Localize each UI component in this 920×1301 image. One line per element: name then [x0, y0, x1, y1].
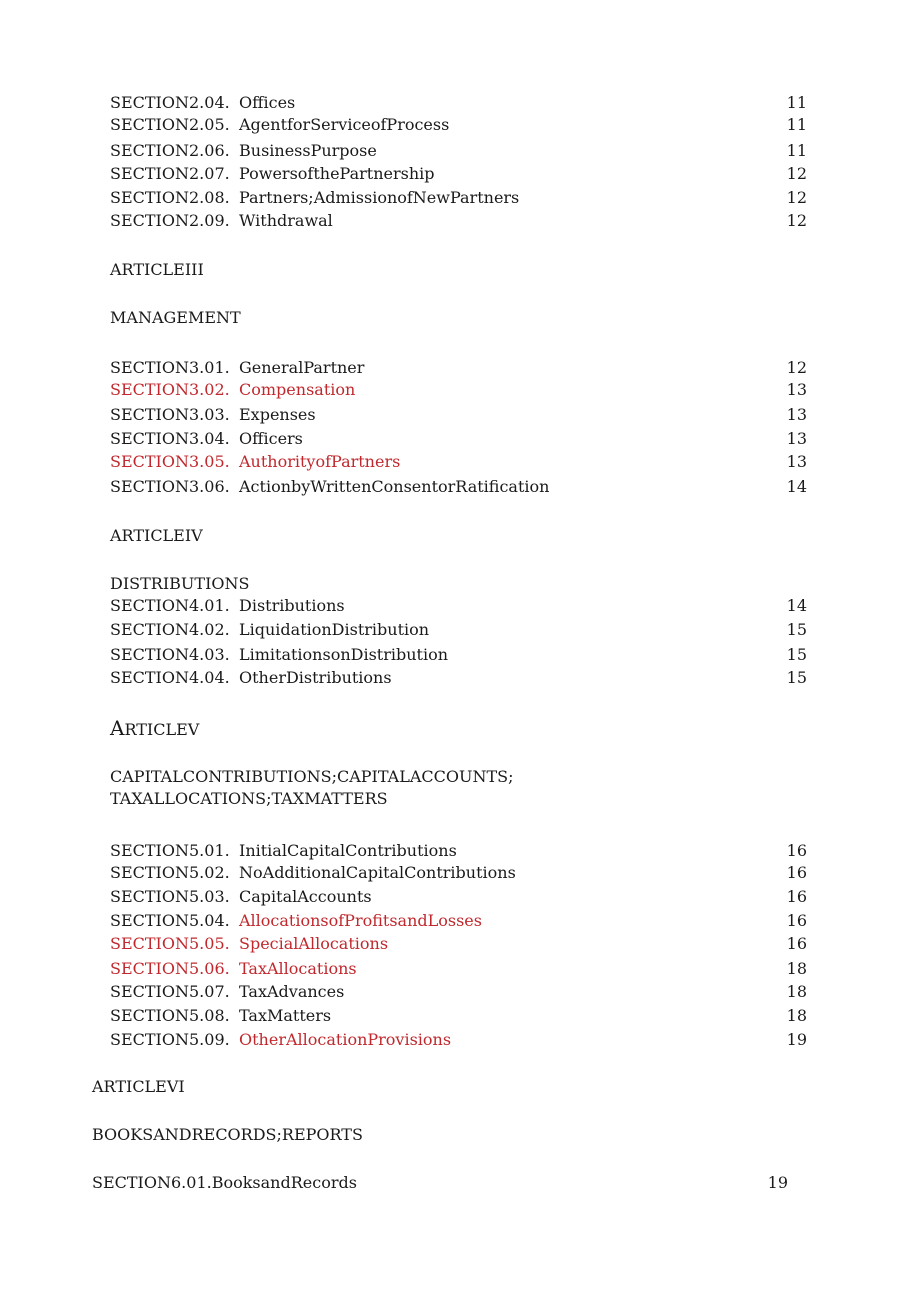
toc-section-number: SECTION5.02.	[110, 863, 230, 882]
toc-section-title[interactable]: GeneralPartner	[239, 358, 365, 377]
toc-section-number: SECTION5.06.	[110, 959, 230, 978]
toc-section-title[interactable]: InitialCapitalContributions	[239, 841, 457, 860]
toc-section-number: SECTION4.03.	[110, 645, 230, 664]
toc-section-title[interactable]: NoAdditionalCapitalContributions	[239, 863, 516, 882]
toc-section-number: SECTION5.03.	[110, 887, 230, 906]
toc-page-number: 12	[786, 211, 807, 230]
toc-page-number: 12	[786, 164, 807, 183]
toc-page-number: 11	[786, 115, 807, 134]
toc-section-number: SECTION3.01.	[110, 358, 230, 377]
toc-section-title[interactable]: Withdrawal	[239, 211, 333, 230]
toc-page-number: 13	[786, 380, 807, 399]
toc-page-number: 16	[786, 887, 807, 906]
toc-section-title[interactable]: Compensation	[239, 380, 356, 399]
toc-section-number: SECTION3.03.	[110, 405, 230, 424]
toc-section-title[interactable]: SECTION6.01.BooksandRecords	[92, 1173, 357, 1192]
toc-page-number: 16	[786, 934, 807, 953]
toc-section-title[interactable]: LimitationsonDistribution	[239, 645, 449, 664]
toc-section-title[interactable]: TaxMatters	[239, 1006, 332, 1025]
toc-page-number: 13	[786, 429, 807, 448]
toc-section-number: SECTION3.04.	[110, 429, 230, 448]
toc-page-number: 11	[786, 141, 807, 160]
toc-section-title[interactable]: Partners;AdmissionofNewPartners	[239, 188, 520, 207]
toc-section-title[interactable]: Distributions	[239, 596, 345, 615]
article-heading: TAXALLOCATIONS;TAXMATTERS	[110, 789, 388, 808]
article-heading: BOOKSANDRECORDS;REPORTS	[92, 1125, 363, 1144]
toc-section-title[interactable]: AuthorityofPartners	[239, 452, 401, 471]
toc-page-number: 14	[786, 477, 807, 496]
toc-section-number: SECTION2.07.	[110, 164, 230, 183]
toc-section-number: SECTION2.04.	[110, 93, 230, 112]
toc-page-number: 12	[786, 358, 807, 377]
toc-section-title[interactable]: BusinessPurpose	[239, 141, 377, 160]
article-label: ARTICLEIV	[110, 526, 203, 545]
toc-page-number: 16	[786, 911, 807, 930]
toc-section-title[interactable]: Officers	[239, 429, 303, 448]
toc-section-number: SECTION5.08.	[110, 1006, 230, 1025]
toc-page-number: 15	[786, 645, 807, 664]
toc-section-number: SECTION4.04.	[110, 668, 230, 687]
toc-section-title[interactable]: Expenses	[239, 405, 316, 424]
toc-section-number: SECTION3.05.	[110, 452, 230, 471]
toc-section-number: SECTION2.08.	[110, 188, 230, 207]
article-heading: DISTRIBUTIONS	[110, 574, 250, 593]
toc-page-number: 11	[786, 93, 807, 112]
toc-page-number: 19	[767, 1173, 788, 1192]
article-label	[110, 718, 199, 740]
toc-section-title[interactable]: ActionbyWrittenConsentorRatification	[239, 477, 550, 496]
toc-section-title[interactable]: LiquidationDistribution	[239, 620, 430, 639]
toc-section-title[interactable]: TaxAllocations	[239, 959, 357, 978]
toc-section-title[interactable]: AllocationsofProfitsandLosses	[239, 911, 482, 930]
toc-section-number: SECTION5.01.	[110, 841, 230, 860]
toc-section-number: SECTION5.09.	[110, 1030, 230, 1049]
toc-page-number: 13	[786, 452, 807, 471]
article-label: ARTICLEVI	[92, 1077, 185, 1096]
toc-page-number: 18	[786, 982, 807, 1001]
toc-page-number: 16	[786, 863, 807, 882]
toc-section-number: SECTION2.05.	[110, 115, 230, 134]
toc-section-number: SECTION2.09.	[110, 211, 230, 230]
toc-section-number: SECTION4.02.	[110, 620, 230, 639]
toc-section-title[interactable]: PowersofthePartnership	[239, 164, 435, 183]
toc-section-title[interactable]: SpecialAllocations	[239, 934, 389, 953]
toc-section-number: SECTION3.02.	[110, 380, 230, 399]
toc-page-number: 15	[786, 668, 807, 687]
toc-section-number: SECTION3.06.	[110, 477, 230, 496]
toc-section-title[interactable]: CapitalAccounts	[239, 887, 372, 906]
toc-page-number: 15	[786, 620, 807, 639]
toc-section-number: SECTION2.06.	[110, 141, 230, 160]
toc-section-title[interactable]: TaxAdvances	[239, 982, 345, 1001]
toc-section-number: SECTION5.04.	[110, 911, 230, 930]
toc-page-number: 12	[786, 188, 807, 207]
article-heading: MANAGEMENT	[110, 308, 241, 327]
article-heading: CAPITALCONTRIBUTIONS;CAPITALACCOUNTS;	[110, 767, 514, 786]
article-label-initial: A	[110, 716, 125, 740]
toc-page-number: 14	[786, 596, 807, 615]
toc-section-number: SECTION4.01.	[110, 596, 230, 615]
toc-page-number: 16	[786, 841, 807, 860]
toc-section-title[interactable]: AgentforServiceofProcess	[239, 115, 450, 134]
toc-page-number: 13	[786, 405, 807, 424]
toc-page-number: 18	[786, 1006, 807, 1025]
article-label-rest: RTICLEV	[124, 720, 200, 739]
toc-section-title[interactable]: Offices	[239, 93, 296, 112]
toc-section-title[interactable]: OtherAllocationProvisions	[239, 1030, 452, 1049]
toc-page-number: 18	[786, 959, 807, 978]
toc-section-title[interactable]: OtherDistributions	[239, 668, 392, 687]
toc-section-number: SECTION5.07.	[110, 982, 230, 1001]
toc-section-number: SECTION5.05.	[110, 934, 230, 953]
toc-page-number: 19	[786, 1030, 807, 1049]
article-label: ARTICLEIII	[110, 260, 204, 279]
